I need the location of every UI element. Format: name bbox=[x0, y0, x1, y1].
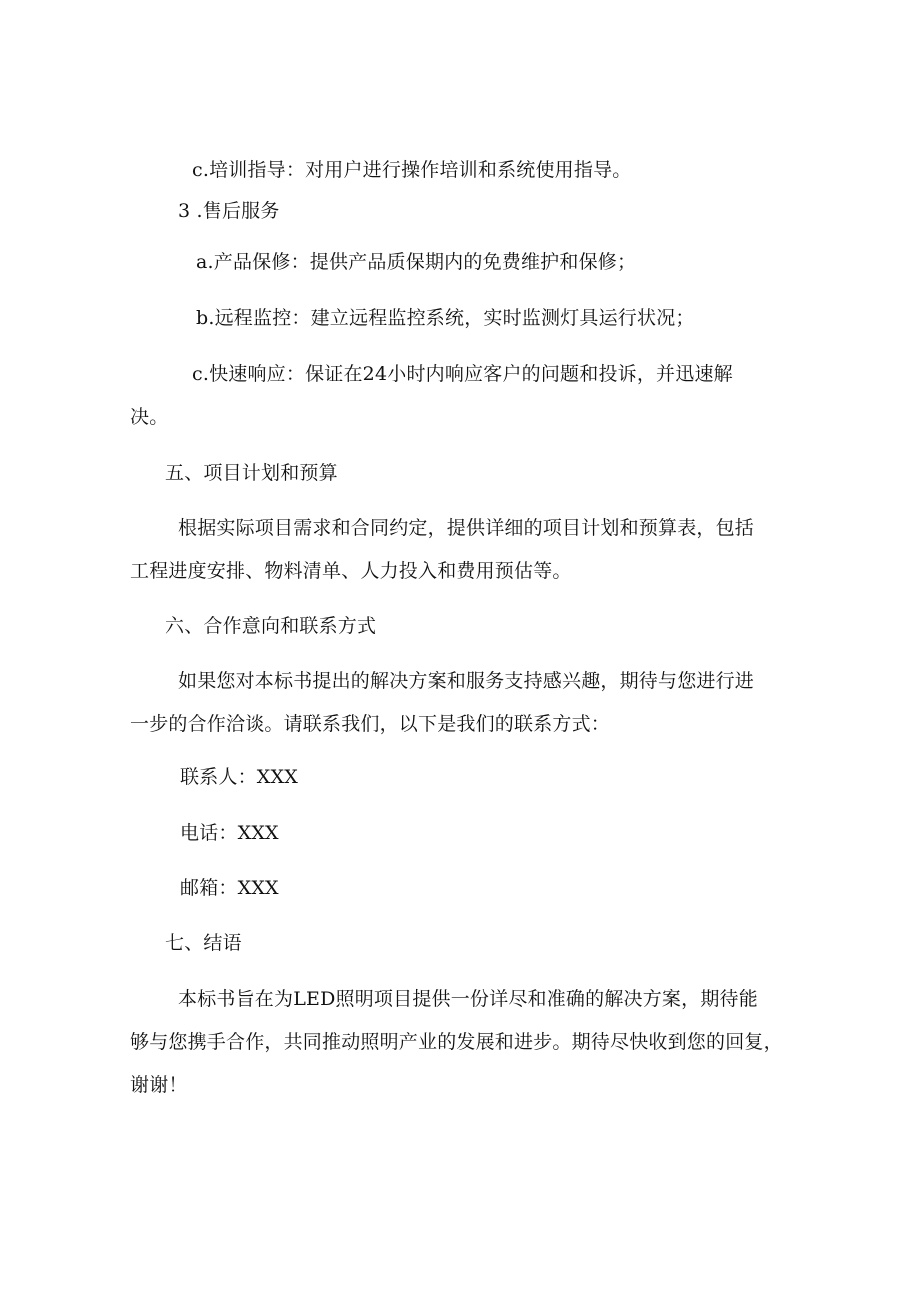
section-6-body-line-1: 如果您对本标书提出的解决方案和服务支持感兴趣，期待与您进行进 bbox=[178, 670, 755, 692]
section-7-heading: 七、结语 bbox=[165, 932, 242, 954]
contact-person: 联系人：XXX bbox=[180, 766, 298, 788]
section-7-body-line-3: 谢谢！ bbox=[130, 1074, 188, 1096]
quick-response-item: c.快速响应：保证在24小时内响应客户的问题和投诉，并迅速解 bbox=[192, 363, 733, 385]
section-5-body-line-1: 根据实际项目需求和合同约定，提供详细的项目计划和预算表，包括 bbox=[178, 517, 755, 539]
section-6-heading: 六、合作意向和联系方式 bbox=[165, 615, 377, 637]
section-6-body-line-2: 一步的合作洽谈。请联系我们，以下是我们的联系方式： bbox=[130, 713, 611, 735]
training-item: c.培训指导：对用户进行操作培训和系统使用指导。 bbox=[192, 159, 632, 181]
quick-response-item-continued: 决。 bbox=[130, 406, 169, 428]
section-7-body-line-2: 够与您携手合作，共同推动照明产业的发展和进步。期待尽快收到您的回复， bbox=[130, 1031, 783, 1053]
after-sales-heading: 3 .售后服务 bbox=[178, 200, 280, 222]
contact-phone: 电话：XXX bbox=[180, 822, 279, 844]
section-7-body-line-1: 本标书旨在为LED照明项目提供一份详尽和准确的解决方案，期待能 bbox=[178, 988, 758, 1010]
section-5-body-line-2: 工程进度安排、物料清单、人力投入和费用预估等。 bbox=[130, 560, 572, 582]
section-5-heading: 五、项目计划和预算 bbox=[165, 462, 338, 484]
remote-monitoring-item: b.远程监控：建立远程监控系统，实时监测灯具运行状况； bbox=[196, 307, 695, 329]
warranty-item: a.产品保修：提供产品质保期内的免费维护和保修； bbox=[196, 251, 637, 273]
contact-email: 邮箱：XXX bbox=[180, 877, 279, 899]
